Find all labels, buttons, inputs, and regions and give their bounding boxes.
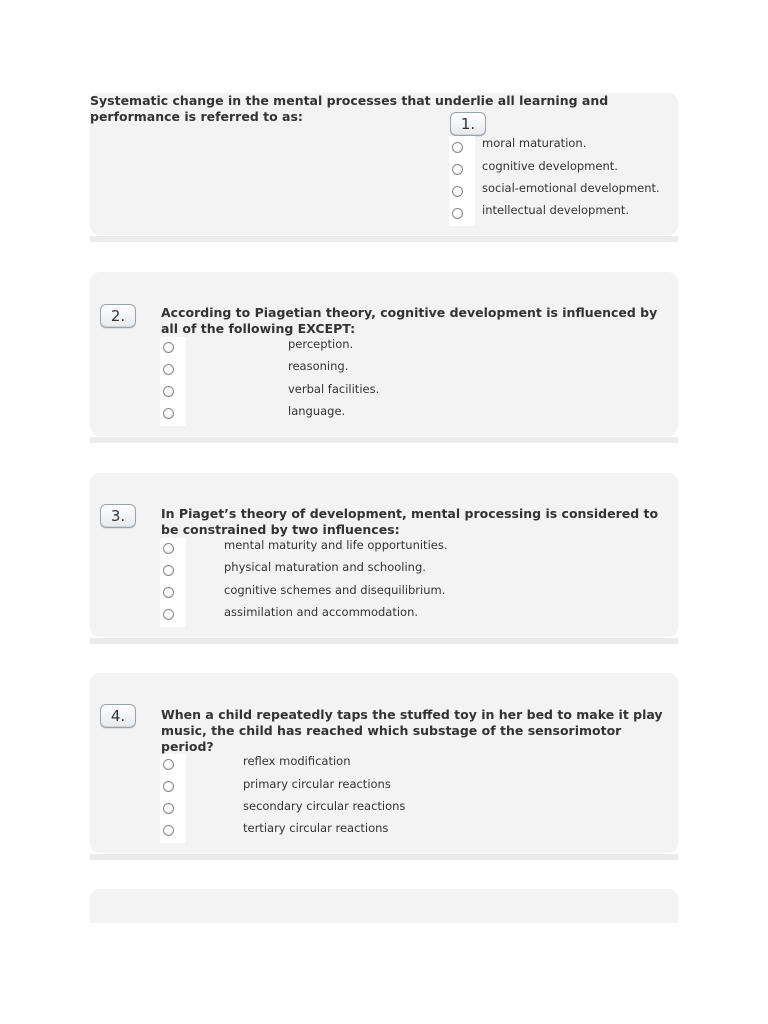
question-text-line: Systematic change in the mental processes that underlie all learning and <box>90 93 609 108</box>
question-2-text <box>161 305 657 337</box>
question-text-line: performance is referred to as: <box>90 109 303 124</box>
option-label[interactable]: intellectual development. <box>482 203 630 217</box>
question-number-badge: 4. <box>100 704 136 728</box>
radio-column <box>160 538 186 627</box>
question-number-badge: 1. <box>450 112 486 136</box>
question-card-5-partial <box>90 889 678 923</box>
option-label[interactable]: physical maturation and schooling. <box>224 560 426 574</box>
card-divider <box>90 236 678 242</box>
option-radio[interactable] <box>163 825 174 836</box>
option-radio[interactable] <box>452 142 463 153</box>
option-radio[interactable] <box>163 543 174 554</box>
option-label[interactable]: primary circular reactions <box>243 777 391 791</box>
option-label[interactable]: secondary circular reactions <box>243 799 406 813</box>
option-label[interactable]: tertiary circular reactions <box>243 821 389 835</box>
option-label[interactable]: moral maturation. <box>482 136 587 150</box>
card-divider <box>90 638 678 644</box>
option-label[interactable]: perception. <box>288 337 354 351</box>
question-number-badge: 3. <box>100 504 136 528</box>
option-label[interactable]: social-emotional development. <box>482 181 660 195</box>
option-radio[interactable] <box>163 803 174 814</box>
question-text-line: music, the child has reached which substage of the sensorimotor <box>161 723 622 738</box>
radio-column <box>160 754 186 843</box>
option-radio[interactable] <box>163 565 174 576</box>
option-label[interactable]: language. <box>288 404 346 418</box>
card-divider <box>90 854 678 860</box>
option-radio[interactable] <box>163 386 174 397</box>
option-label[interactable]: cognitive development. <box>482 159 618 173</box>
option-radio[interactable] <box>163 609 174 620</box>
question-text-line: period? <box>161 739 214 754</box>
question-number-badge: 2. <box>100 304 136 328</box>
radio-column <box>449 136 475 226</box>
option-label[interactable]: mental maturity and life opportunities. <box>224 538 448 552</box>
question-text-line: be constrained by two influences: <box>161 522 400 537</box>
radio-column <box>160 337 186 426</box>
option-radio[interactable] <box>163 342 174 353</box>
option-radio[interactable] <box>163 364 174 375</box>
option-label[interactable]: reflex modification <box>243 754 351 768</box>
option-radio[interactable] <box>452 208 463 219</box>
option-radio[interactable] <box>163 587 174 598</box>
question-1-text <box>90 93 608 125</box>
option-radio[interactable] <box>163 781 174 792</box>
option-label[interactable]: verbal facilities. <box>288 382 380 396</box>
question-text-line: all of the following EXCEPT: <box>161 321 356 336</box>
question-text-line: In Piaget’s theory of development, mental processing is considered to <box>161 506 659 521</box>
question-3-text <box>161 506 658 538</box>
option-label[interactable]: reasoning. <box>288 359 349 373</box>
option-radio[interactable] <box>163 759 174 770</box>
question-4-text <box>161 707 663 755</box>
card-divider <box>90 437 678 443</box>
option-label[interactable]: cognitive schemes and disequilibrium. <box>224 583 446 597</box>
question-text-line: When a child repeatedly taps the stuffed toy in her bed to make it play <box>161 707 663 722</box>
option-label[interactable]: assimilation and accommodation. <box>224 605 419 619</box>
question-text-line: According to Piagetian theory, cognitive development is influenced by <box>161 305 658 320</box>
option-radio[interactable] <box>452 186 463 197</box>
option-radio[interactable] <box>163 408 174 419</box>
option-radio[interactable] <box>452 164 463 175</box>
